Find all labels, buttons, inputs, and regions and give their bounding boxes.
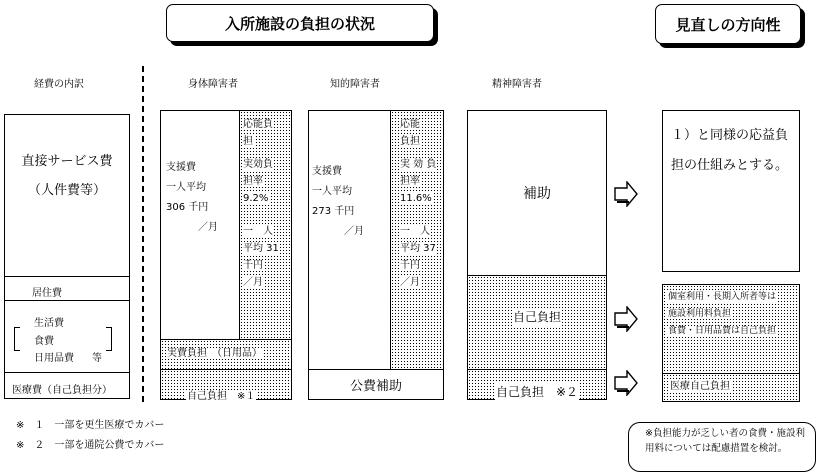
direction-box-2-line1: 個室利用・長期入所者等は xyxy=(668,292,777,302)
etc-label: 等 xyxy=(92,353,102,364)
physical-actual-cost-label xyxy=(166,346,263,361)
intellectual-public-aid xyxy=(309,369,443,399)
physical-self-pay-label xyxy=(186,389,256,404)
intellectual-burden-text xyxy=(399,116,437,291)
housing-label: 居住費 xyxy=(32,288,62,299)
status-title-text: 入所施設の負担の状況 xyxy=(224,14,375,33)
daily-goods-label: 日用品費 xyxy=(34,353,74,364)
footnote-1: ※ １ 一部を更生医療でカバー xyxy=(16,420,165,431)
direction-box-3-text: 医療自己負担 xyxy=(670,381,730,392)
physical-burden2: 担 xyxy=(243,136,253,147)
divider-housing xyxy=(4,276,130,277)
physical-actual-cost-text: 実費負担 （日用品） xyxy=(167,348,262,359)
mental-self-pay2-text: 自己負担 ※２ xyxy=(495,385,579,399)
arrow-right-icon xyxy=(614,370,638,396)
direction-box-2-line3: 食費・日用品費は自己負担 xyxy=(668,326,777,336)
physical-amount: 306 千円 xyxy=(166,202,209,213)
consideration-note-text: ※負担能力が乏しい者の食費・施設利用料については配慮措置を検討。 xyxy=(645,428,805,454)
physical-pp4: ／月 xyxy=(243,277,263,288)
intellectual-per-person: 一人平均 xyxy=(312,186,352,197)
intellectual-burden1: 応能 xyxy=(400,119,420,130)
intellectual-burden2: 負担 xyxy=(400,136,420,147)
intellectual-rate3: 11.6% xyxy=(400,193,432,204)
arrow-right-icon xyxy=(614,181,638,207)
intellectual-rate1: 実 効 負 xyxy=(400,159,437,170)
mental-subsidy-text: 補助 xyxy=(523,186,551,202)
living-label: 生活費 xyxy=(34,318,64,329)
physical-pp2: 平均 31 xyxy=(243,243,279,254)
physical-support-label xyxy=(166,158,218,238)
physical-rate2: 担率 xyxy=(243,176,263,187)
intellectual-pp1: 一 人 xyxy=(400,226,430,237)
physical-burden-text xyxy=(242,116,280,291)
direction-box-1-text: １）と同様の応益負担の仕組みとする。 xyxy=(671,128,789,173)
footnote-2: ※ ２ 一部を通院公費でカバー xyxy=(16,440,165,451)
direction-box-2-line2: 施設利用料負担 xyxy=(668,309,732,319)
mental-self-pay-text: 自己負担 xyxy=(512,310,561,324)
bracket-right xyxy=(106,327,112,351)
service-cost-label xyxy=(4,150,130,198)
status-title xyxy=(166,4,434,42)
mental-self-pay-label xyxy=(468,308,606,326)
direction-title xyxy=(655,4,801,44)
physical-pp1: 一 人 xyxy=(243,226,273,237)
dashed-separator xyxy=(142,66,144,402)
physical-burden1: 応能負 xyxy=(243,119,273,130)
direction-box-3 xyxy=(662,374,800,402)
medical-label: 医療費（自己負担分） xyxy=(12,385,112,396)
intellectual-public-aid-text: 公費補助 xyxy=(349,379,402,394)
mental-subsidy xyxy=(468,111,606,275)
intellectual-pp2: 平均 37 xyxy=(400,243,436,254)
physical-header: 身体障害者 xyxy=(188,79,238,90)
physical-self-pay-text: 自己負担 ※１ xyxy=(187,391,256,402)
physical-pp3: 千円 xyxy=(243,260,263,271)
intellectual-pp4: ／月 xyxy=(400,277,420,288)
physical-support-text: 支援費 xyxy=(166,162,196,173)
mental-header: 精神障害者 xyxy=(492,79,542,90)
intellectual-header: 知的障害者 xyxy=(330,79,380,90)
intellectual-support-label xyxy=(312,162,364,242)
consideration-note xyxy=(628,422,816,472)
service-cost-text: 直接サービス費 xyxy=(21,154,113,169)
divider-medical xyxy=(4,372,130,373)
physical-rate1: 実効負 xyxy=(243,159,273,170)
intellectual-rate2: 担率 xyxy=(400,176,420,187)
physical-rate3: 9.2% xyxy=(243,193,269,204)
direction-box-2 xyxy=(662,284,800,374)
arrow-right-icon xyxy=(614,306,638,332)
intellectual-pp3: 千円 xyxy=(400,260,420,271)
food-label: 食費 xyxy=(34,336,54,347)
direction-box-1 xyxy=(662,110,800,272)
cost-breakdown-header: 経費の内訳 xyxy=(34,79,84,90)
intellectual-amount: 273 千円 xyxy=(312,206,355,217)
service-cost-sub-text: （人件費等） xyxy=(27,183,106,198)
bracket-left xyxy=(14,327,20,351)
mental-self-pay2-label xyxy=(468,383,606,401)
intellectual-support-text: 支援費 xyxy=(312,166,342,177)
physical-per-month: ／月 xyxy=(198,222,218,233)
direction-title-text: 見直しの方向性 xyxy=(675,15,781,34)
divider-living xyxy=(4,300,130,301)
intellectual-per-month: ／月 xyxy=(344,226,364,237)
physical-per-person: 一人平均 xyxy=(166,182,206,193)
